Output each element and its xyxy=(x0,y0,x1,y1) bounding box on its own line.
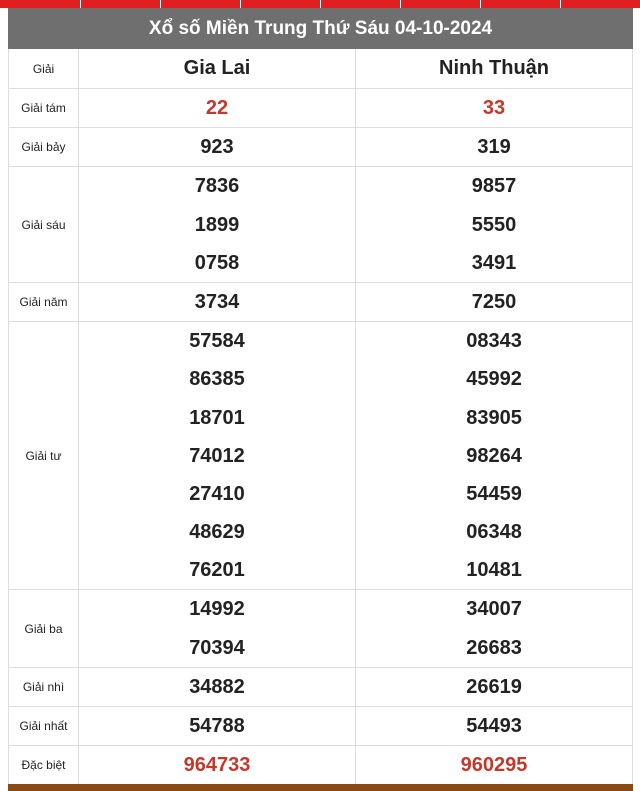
prize-label: Giải tư xyxy=(9,322,79,590)
winning-number: 98264 xyxy=(466,444,522,467)
winning-number: 06348 xyxy=(466,521,522,544)
winning-number: 22 xyxy=(205,97,229,119)
winning-number: 57584 xyxy=(189,330,245,353)
winning-number: 54788 xyxy=(189,715,245,737)
winning-number: 08343 xyxy=(466,330,522,353)
winning-number: 70394 xyxy=(189,636,245,659)
prize-cell-gia-lai xyxy=(79,590,356,667)
prize-cell-ninh-thuan xyxy=(356,128,633,167)
prize-cell-ninh-thuan xyxy=(356,322,633,590)
prize-cell-ninh-thuan xyxy=(356,590,633,667)
winning-number: 18701 xyxy=(189,406,245,429)
winning-number: 27410 xyxy=(189,482,245,505)
prize-cell-ninh-thuan xyxy=(356,667,633,706)
prize-row xyxy=(9,322,633,590)
winning-number: 960295 xyxy=(460,754,528,777)
nav-divider xyxy=(240,0,241,8)
winning-number: 7250 xyxy=(471,290,517,313)
winning-number: 83905 xyxy=(466,406,522,429)
prize-cell-gia-lai xyxy=(79,282,356,321)
prize-cell-ninh-thuan xyxy=(356,746,633,785)
winning-number: 10481 xyxy=(466,559,522,582)
prize-cell-gia-lai xyxy=(79,707,356,746)
prize-cell-gia-lai xyxy=(79,667,356,706)
winning-number: 33 xyxy=(482,97,506,119)
winning-number: 14992 xyxy=(189,598,245,621)
nav-divider xyxy=(400,0,401,8)
winning-number: 1899 xyxy=(194,213,240,236)
top-nav-strip xyxy=(0,0,640,8)
winning-number: 76201 xyxy=(189,559,245,582)
nav-divider xyxy=(160,0,161,8)
prize-label: Giải sáu xyxy=(9,167,79,283)
winning-number: 3734 xyxy=(194,290,240,313)
prize-label: Giải tám xyxy=(9,89,79,128)
prize-row xyxy=(9,128,633,167)
winning-number: 0758 xyxy=(194,251,240,274)
prize-cell-gia-lai xyxy=(79,322,356,590)
province-header-ninh-thuan[interactable]: Ninh Thuận xyxy=(356,49,633,89)
results-table xyxy=(8,8,633,785)
winning-number: 26619 xyxy=(466,675,522,698)
winning-number: 319 xyxy=(477,136,511,159)
prize-row xyxy=(9,707,633,746)
winning-number: 964733 xyxy=(183,754,251,777)
winning-number: 9857 xyxy=(471,175,517,198)
nav-divider xyxy=(320,0,321,8)
prize-row xyxy=(9,167,633,283)
winning-number: 34882 xyxy=(189,675,245,698)
winning-number: 48629 xyxy=(189,521,245,544)
prize-column-header: Giải xyxy=(9,49,79,89)
table-title: Xổ số Miền Trung Thứ Sáu 04-10-2024 xyxy=(9,9,633,49)
winning-number: 7836 xyxy=(194,175,240,198)
nav-divider xyxy=(80,0,81,8)
prize-cell-gia-lai xyxy=(79,746,356,785)
prize-row xyxy=(9,667,633,706)
prize-label: Giải ba xyxy=(9,590,79,667)
nav-divider xyxy=(480,0,481,8)
prize-cell-ninh-thuan xyxy=(356,89,633,128)
winning-number: 54459 xyxy=(466,482,522,505)
prize-cell-gia-lai xyxy=(79,89,356,128)
footer-bar xyxy=(8,784,633,791)
prize-row xyxy=(9,282,633,321)
prize-row xyxy=(9,746,633,785)
winning-number: 45992 xyxy=(466,368,522,391)
winning-number: 54493 xyxy=(466,715,522,737)
prize-label: Giải nhì xyxy=(9,667,79,706)
prize-row xyxy=(9,89,633,128)
prize-cell-gia-lai xyxy=(79,167,356,283)
prize-row xyxy=(9,590,633,667)
winning-number: 5550 xyxy=(471,213,517,236)
prize-label: Giải năm xyxy=(9,282,79,321)
prize-label: Giải nhất xyxy=(9,707,79,746)
prize-label: Đặc biệt xyxy=(9,746,79,785)
prize-cell-ninh-thuan xyxy=(356,282,633,321)
prize-cell-ninh-thuan xyxy=(356,707,633,746)
prize-label: Giải bảy xyxy=(9,128,79,167)
nav-divider xyxy=(560,0,561,8)
winning-number: 86385 xyxy=(189,368,245,391)
prize-cell-ninh-thuan xyxy=(356,167,633,283)
winning-number: 74012 xyxy=(189,444,245,467)
province-header-gia-lai[interactable]: Gia Lai xyxy=(79,49,356,89)
prize-cell-gia-lai xyxy=(79,128,356,167)
header-row xyxy=(9,49,633,89)
winning-number: 3491 xyxy=(471,251,517,274)
winning-number: 26683 xyxy=(466,636,522,659)
table-title-row xyxy=(9,9,633,49)
winning-number: 34007 xyxy=(466,598,522,621)
winning-number: 923 xyxy=(200,136,234,159)
